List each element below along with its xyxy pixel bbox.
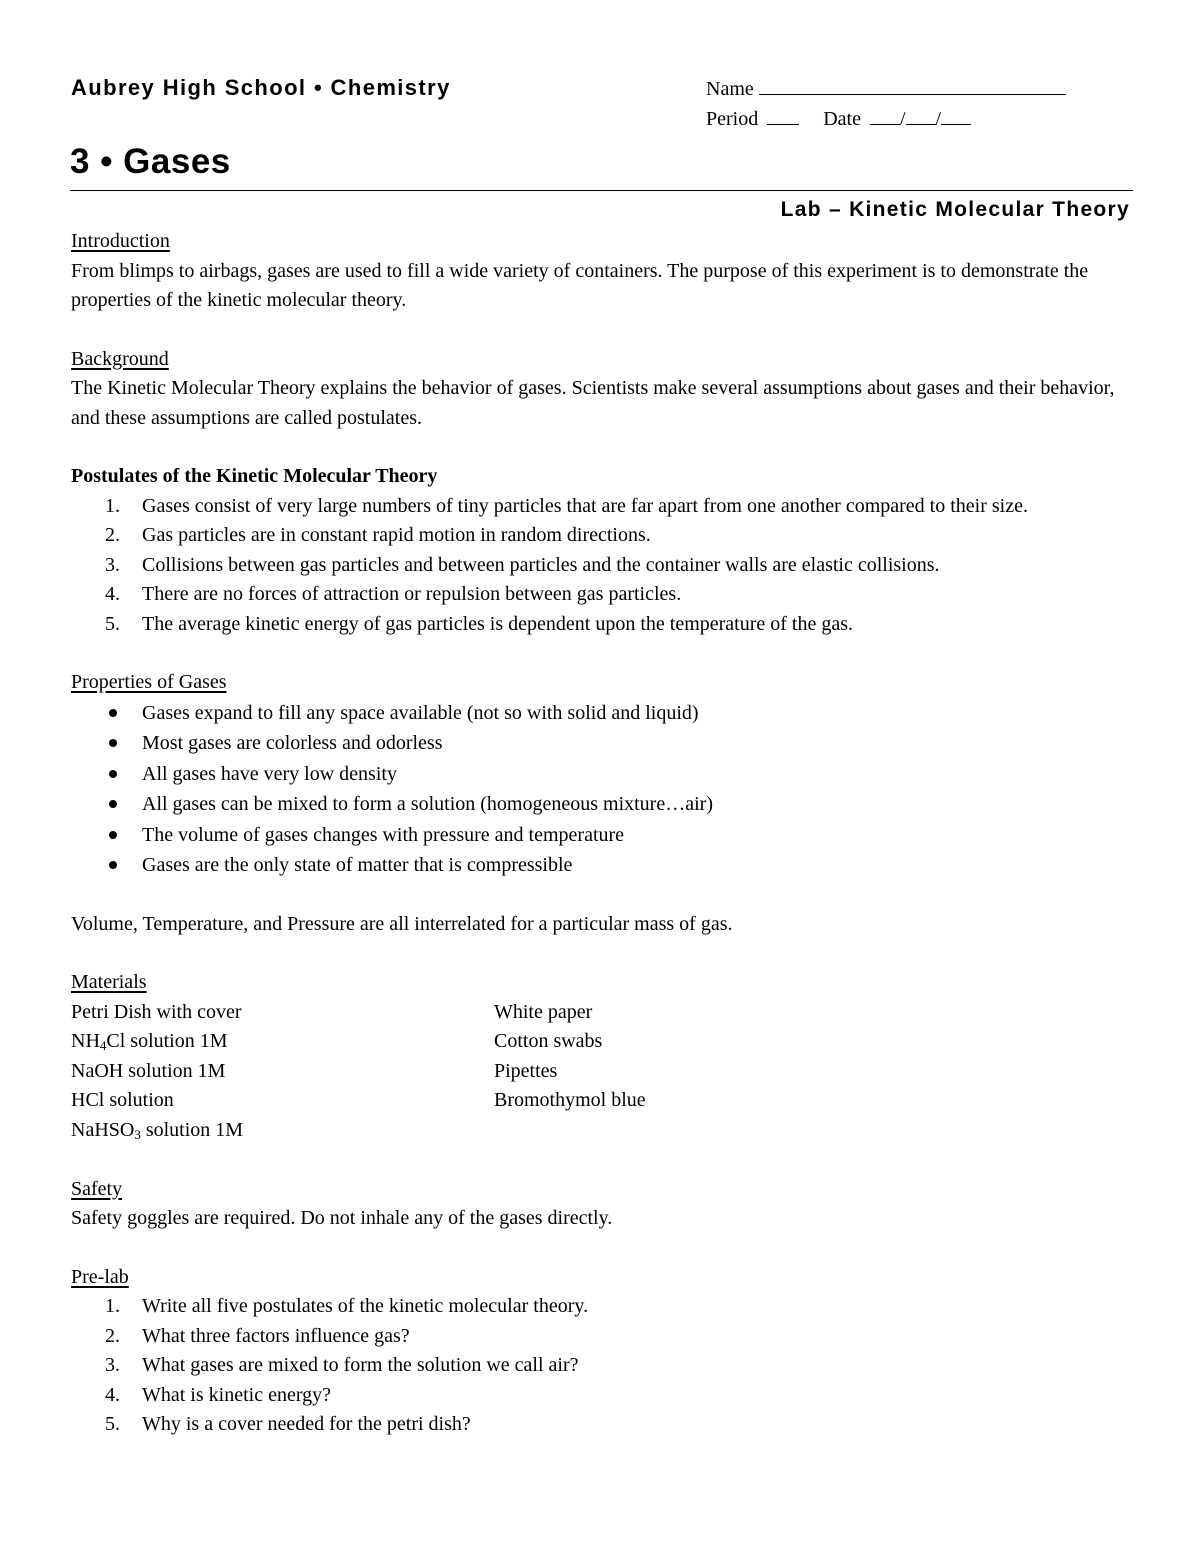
list-item: All gases have very low density [71, 759, 1133, 790]
material-item: Bromothymol blue [494, 1089, 646, 1111]
list-item: 4. There are no forces of attraction or repulsion between gas particles. [105, 583, 682, 605]
safety-text: Safety goggles are required. Do not inhale any of the gases directly. [71, 1207, 613, 1229]
section-heading: Materials [71, 971, 147, 993]
list-item: 2. What three factors influence gas? [105, 1324, 410, 1347]
list-item: Gases expand to fill any space available (not so with solid and liquid) [71, 698, 1133, 729]
bullet-icon [109, 739, 117, 747]
section-heading: Properties of Gases [71, 671, 227, 693]
name-label: Name [706, 78, 754, 100]
date-year-blank[interactable] [941, 104, 971, 125]
list-item: 1. Write all five postulates of the kinetic molecular theory. [105, 1295, 589, 1317]
date-month-blank[interactable] [870, 104, 900, 125]
student-info-block [706, 74, 1066, 134]
material-item: Petri Dish with cover [71, 1000, 242, 1023]
materials-column-left [71, 998, 243, 1146]
bullet-icon [109, 861, 117, 869]
introduction-text: From blimps to airbags, gases are used to fill a wide variety of containers. The purpose of this experiment is to demonstrate the properties of the kinetic molecular theory. [71, 259, 1089, 311]
date-label: Date [823, 108, 861, 130]
material-item: Pipettes [494, 1059, 558, 1082]
material-item: Cotton swabs [494, 1030, 603, 1052]
school-header: Aubrey High School • Chemistry [71, 75, 451, 100]
unit-title: 3 • Gases [70, 142, 231, 181]
properties-section [71, 668, 1133, 939]
material-item: White paper [494, 1000, 593, 1023]
header-divider [70, 190, 1133, 191]
date-separator: / [935, 108, 942, 130]
period-blank[interactable] [767, 104, 799, 125]
list-item: All gases can be mixed to form a solution (homogeneous mixture…air) [71, 789, 1133, 820]
list-item: 3. Collisions between gas particles and between particles and the container walls are elastic collisions. [105, 553, 940, 576]
section-heading: Safety [71, 1177, 123, 1200]
section-heading: Pre-lab [71, 1265, 129, 1288]
bullet-icon [109, 831, 117, 839]
introduction-section [71, 227, 1133, 316]
list-item: 5. The average kinetic energy of gas particles is dependent upon the temperature of the gas. [105, 612, 854, 635]
bullet-icon [109, 770, 117, 778]
name-blank[interactable] [759, 74, 1066, 95]
material-item: $NH_4Cl$ solution 1M [71, 1030, 228, 1053]
section-heading: Background [71, 347, 169, 370]
bullet-icon [109, 709, 117, 717]
date-separator: / [899, 108, 906, 130]
list-item: 3. What gases are mixed to form the solution we call air? [105, 1354, 579, 1376]
material-item: NaOH solution 1M [71, 1059, 226, 1082]
background-text: The Kinetic Molecular Theory explains the behavior of gases. Scientists make several assumptions about gases and their behavior, and these assumptions are called postulates. [71, 377, 1115, 429]
list-item: The volume of gases changes with pressure and temperature [71, 820, 1133, 851]
list-item: 1. Gases consist of very large numbers of tiny particles that are far apart from one another compared to their size. [105, 494, 1028, 517]
list-item: Most gases are colorless and odorless [71, 728, 1133, 759]
lab-title: Lab – Kinetic Molecular Theory [780, 198, 1130, 221]
list-item: 2. Gas particles are in constant rapid motion in random directions. [105, 524, 651, 546]
material-item: NaHSO$_3$ solution 1M [71, 1118, 244, 1142]
properties-list [71, 698, 1133, 881]
worksheet-body [71, 227, 1133, 1440]
postulates-list [71, 492, 1133, 640]
materials-list [71, 998, 1133, 1146]
list-item: Gases are the only state of matter that is compressible [71, 850, 1133, 881]
list-item: 5. Why is a cover needed for the petri dish? [105, 1413, 471, 1435]
section-heading: Introduction [71, 230, 170, 252]
date-day-blank[interactable] [906, 104, 936, 125]
material-item: HCl solution [71, 1089, 174, 1111]
name-line [706, 74, 1066, 104]
period-date-line [706, 104, 1066, 134]
bullet-icon [109, 800, 117, 808]
prelab-section [71, 1263, 1133, 1440]
prelab-questions-list [71, 1292, 1133, 1440]
materials-section [71, 968, 1133, 1146]
properties-summary: Volume, Temperature, and Pressure are all interrelated for a particular mass of gas. [71, 912, 733, 935]
list-item: 4. What is kinetic energy? [105, 1383, 332, 1406]
materials-column-right [494, 998, 646, 1116]
background-section [71, 345, 1133, 434]
section-heading: Postulates of the Kinetic Molecular Theory [71, 465, 438, 487]
postulates-section [71, 462, 1133, 639]
safety-section [71, 1175, 1133, 1234]
period-label: Period [706, 108, 759, 130]
